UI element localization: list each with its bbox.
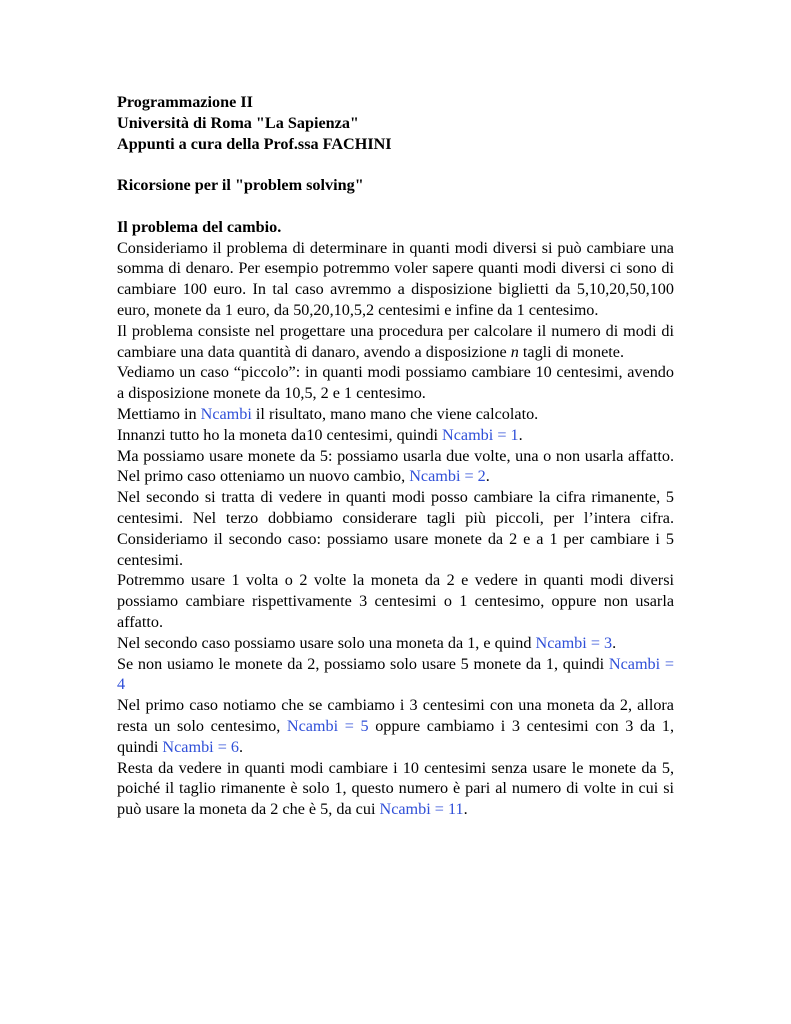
text-run: . — [485, 467, 490, 486]
document-page — [117, 92, 674, 820]
text-run: tagli di monete. — [518, 342, 625, 361]
ncambi-value: Ncambi — [200, 404, 252, 423]
text-run: . — [518, 425, 523, 444]
text-run: Ma possiamo usare monete da 5: possiamo usarla due volte, una o non usarla affatto. Nel primo caso otteniamo un nuovo cambio, — [117, 446, 674, 486]
text-run: . — [463, 800, 468, 819]
paragraph — [117, 654, 674, 696]
paragraph — [117, 446, 674, 488]
text-run: Il problema consiste nel progettare una procedura per calcolare il numero di modi di cambiare una data quantità di danaro, avendo a disposizione — [117, 321, 674, 361]
text-run: Potremmo usare 1 volta o 2 volte la moneta da 2 e vedere in quanti modi diversi possiamo cambiare rispettivamente 3 centesimi o 1 centesimo, oppure non usarla affatto. — [117, 571, 674, 631]
paragraph — [117, 487, 674, 570]
paragraph — [117, 570, 674, 632]
text-run: n — [510, 342, 519, 361]
text-run: Vediamo un caso “piccolo”: in quanti modi possiamo cambiare 10 centesimi, avendo a disposizione monete da 10,5, 2 e 1 centesimo. — [117, 363, 674, 403]
ncambi-value: Ncambi = 1 — [442, 425, 519, 444]
document-header — [117, 92, 674, 154]
section-title: Ricorsione per il "problem solving" — [117, 176, 364, 195]
text-run: Consideriamo il problema di determinare in quanti modi diversi si può cambiare una somma di denaro. Per esempio potremmo voler sapere quanti modi diversi ci sono di cambiare 100 euro. In tal caso avremmo a disposizione biglietti da 5,10,20,50,100 euro, monete da 1 euro, da 50,20,10,5,2 centesimi e infine da 1 centesimo. — [117, 238, 674, 319]
text-run: Se non usiamo le monete da 2, possiamo solo usare 5 monete da 1, quindi — [117, 654, 609, 673]
subsection-title: Il problema del cambio. — [117, 217, 282, 236]
ncambi-value: Ncambi = 11 — [379, 800, 464, 819]
paragraph — [117, 425, 674, 446]
paragraph — [117, 362, 674, 404]
ncambi-value: Ncambi = 6 — [162, 737, 239, 756]
author-line: Appunti a cura della Prof.ssa FACHINI — [117, 134, 392, 153]
text-run: il risultato, mano mano che viene calcolato. — [251, 404, 539, 423]
text-run: . — [612, 633, 617, 652]
ncambi-value: Ncambi = 5 — [286, 716, 369, 735]
paragraph — [117, 633, 674, 654]
text-run: Nel primo caso notiamo che se cambiamo i 3 centesimi con una moneta da 2, allora resta un solo centesimo, — [117, 696, 674, 735]
paragraph — [117, 758, 674, 820]
body-text — [117, 238, 674, 820]
ncambi-value: Ncambi = 4 — [117, 654, 675, 694]
text-run: Resta da vedere in quanti modi cambiare i 10 centesimi senza usare le monete da 5, poiché il taglio rimanente è solo 1, questo numero è pari al numero di volte in cui si può usare la moneta da 2 che è 5, da cui — [117, 758, 674, 819]
text-run: Nel secondo caso possiamo usare solo una moneta da 1, e quind — [117, 633, 536, 652]
paragraph — [117, 404, 674, 425]
paragraph — [117, 321, 674, 363]
paragraph — [117, 238, 674, 321]
text-run: . — [238, 737, 244, 756]
paragraph — [117, 695, 674, 757]
course-title: Programmazione II — [117, 93, 253, 111]
text-run: Innanzi tutto ho la moneta da10 centesimi, quindi — [117, 425, 443, 444]
university-name: Università di Roma "La Sapienza" — [117, 113, 359, 132]
text-run: Mettiamo in — [117, 404, 201, 423]
ncambi-value: Ncambi = 3 — [535, 633, 613, 652]
text-run: oppure cambiamo i 3 centesimi con 3 da 1, quindi — [117, 716, 674, 756]
ncambi-value: Ncambi = 2 — [409, 467, 486, 486]
text-run: Nel secondo si tratta di vedere in quanti modi posso cambiare la cifra rimanente, 5 centesimi. Nel terzo dobbiamo considerare tagli più piccoli, per l’intera cifra. Consideriamo il secondo caso: possiamo usare monete da 2 e a 1 per cambiare i 5 centesimi. — [117, 488, 674, 569]
